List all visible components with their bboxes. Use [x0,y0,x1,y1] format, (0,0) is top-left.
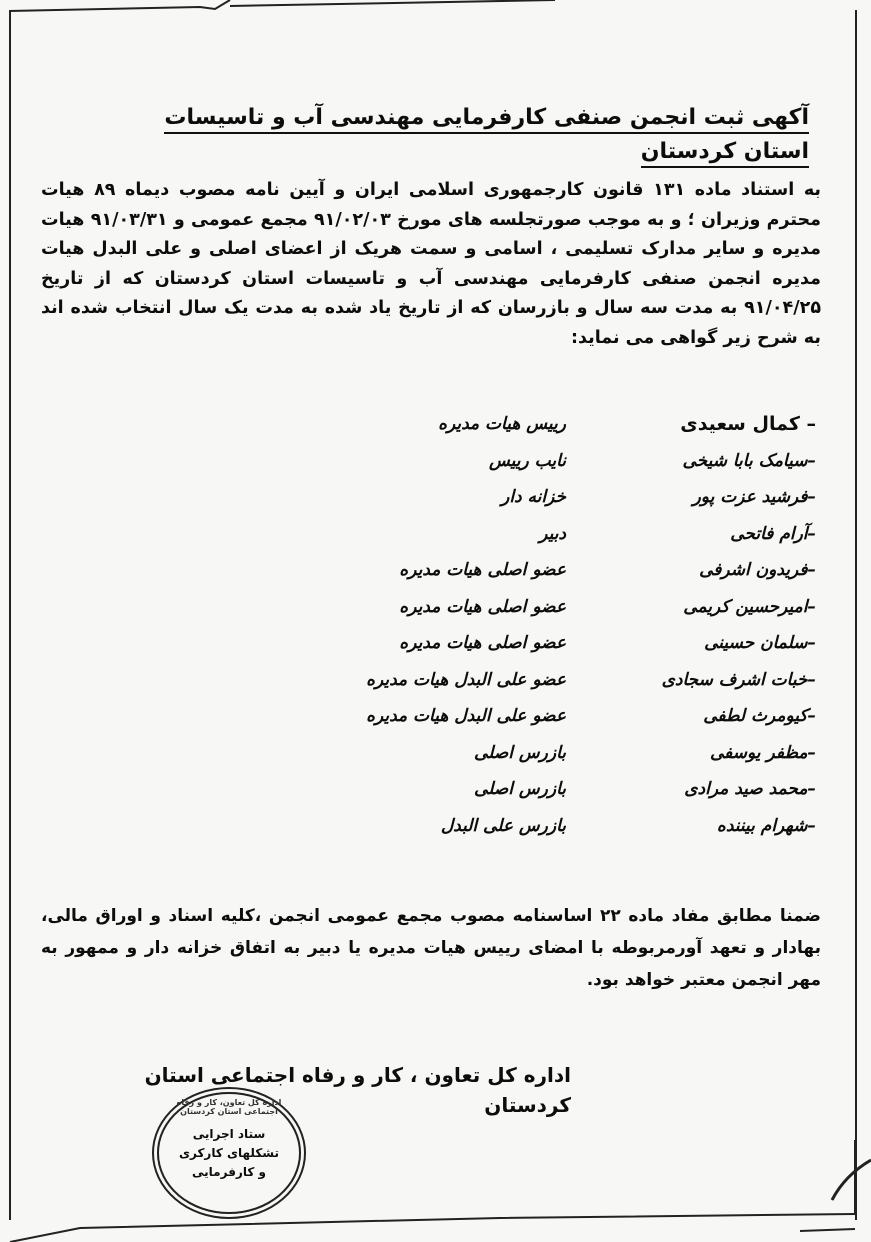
member-role: خزانه دار [501,487,566,508]
member-row [216,516,816,553]
document-title-text: آکهی ثبت انجمن صنفی کارفرمایی مهندسی آب و تاسیسات استان کردستان [164,105,809,168]
member-row [216,735,816,772]
member-name: –مظفر یوسفی [710,742,816,763]
closing-paragraph: ضمنا مطابق مفاد ماده ۲۲ اساسنامه مصوب مجمع عمومی انجمن ،کلیه اسناد و اوراق مالی، بهادار و تعهد آورمربوطه با امضای رییس هیات مدیره یا دبیر به اتفاق خزانه دار و ممهور به مهر انجمن معتبر خواهد بود. [41,906,821,990]
member-row [216,625,816,662]
intro-paragraph: به استناد ماده ۱۳۱ قانون کارجمهوری اسلامی ایران و آیین نامه مصوب دیماه ۸۹ هیات محترم وزیران ؛ و به موجب صورتجلسه های مورخ ۹۱/۰۲/۰۳ مجمع عمومی و ۹۱/۰۳/۳۱ هیات مدیره و سایر مدارک تسلیمی ، اسامی و سمت هریک از اعضای اصلی و علی البدل هیات مدیره انجمن صنفی کارفرمایی مهندسی آب و تاسیسات استان کردستان که از تاریخ ۹۱/۰۴/۲۵ به مدت سه سال و بازرسان که از تاریخ یاد شده به مدت یک سال انتخاب شده اند به شرح زیر گواهی می نماید: [41,180,821,348]
member-row [216,443,816,480]
member-name: –سلمان حسینی [704,633,816,654]
member-name: –محمد صید مرادی [684,779,816,800]
board-members-list [216,406,816,844]
member-role: عضو علی البدل هیات مدیره [366,669,566,690]
seal-line: و کارفرمایی [192,1164,266,1179]
issuing-authority-signature: اداره کل تعاون ، کار و رفاه اجتماعی استان کردستان [144,1063,571,1117]
member-role: عضو اصلی هیات مدیره [399,633,566,654]
member-row [216,771,816,808]
member-role: بازرس اصلی [474,779,566,800]
member-name: –آرام فاتحی [730,523,816,544]
member-name: –فریدون اشرفی [699,560,816,581]
member-role: عضو علی البدل هیات مدیره [366,706,566,727]
member-row [216,698,816,735]
seal-ring-text: اداره کل تعاون، کار و رفاه اجتماعی استان کردستان [176,1098,282,1116]
member-row [216,406,816,443]
document-title [109,101,809,169]
official-stamp-seal [157,1092,301,1214]
member-role: بازرس علی البدل [440,815,566,836]
member-row [216,552,816,589]
member-name: –فرشید عزت پور [692,487,816,508]
member-role: عضو اصلی هیات مدیره [399,596,566,617]
member-role: نایب رییس [489,450,566,471]
member-row [216,589,816,626]
member-name: –امیرحسین کریمی [683,596,816,617]
member-row [216,808,816,845]
member-name: –خبات اشرف سجادی [661,669,816,690]
member-name: –سیامک بابا شیخی [682,450,816,471]
member-role: رییس هیات مدیره [438,414,566,435]
member-name: –شهرام بیننده [716,815,816,836]
seal-line: ستاد اجرایی [192,1126,266,1141]
member-row [216,662,816,699]
member-role: دبیر [539,523,566,544]
member-name: –کیومرث لطفی [703,706,816,727]
member-role: بازرس اصلی [474,742,566,763]
seal-line: تشکلهای کارکری [178,1145,280,1160]
member-row [216,479,816,516]
member-name: – کمال سعیدی [680,413,816,436]
member-role: عضو اصلی هیات مدیره [399,560,566,581]
